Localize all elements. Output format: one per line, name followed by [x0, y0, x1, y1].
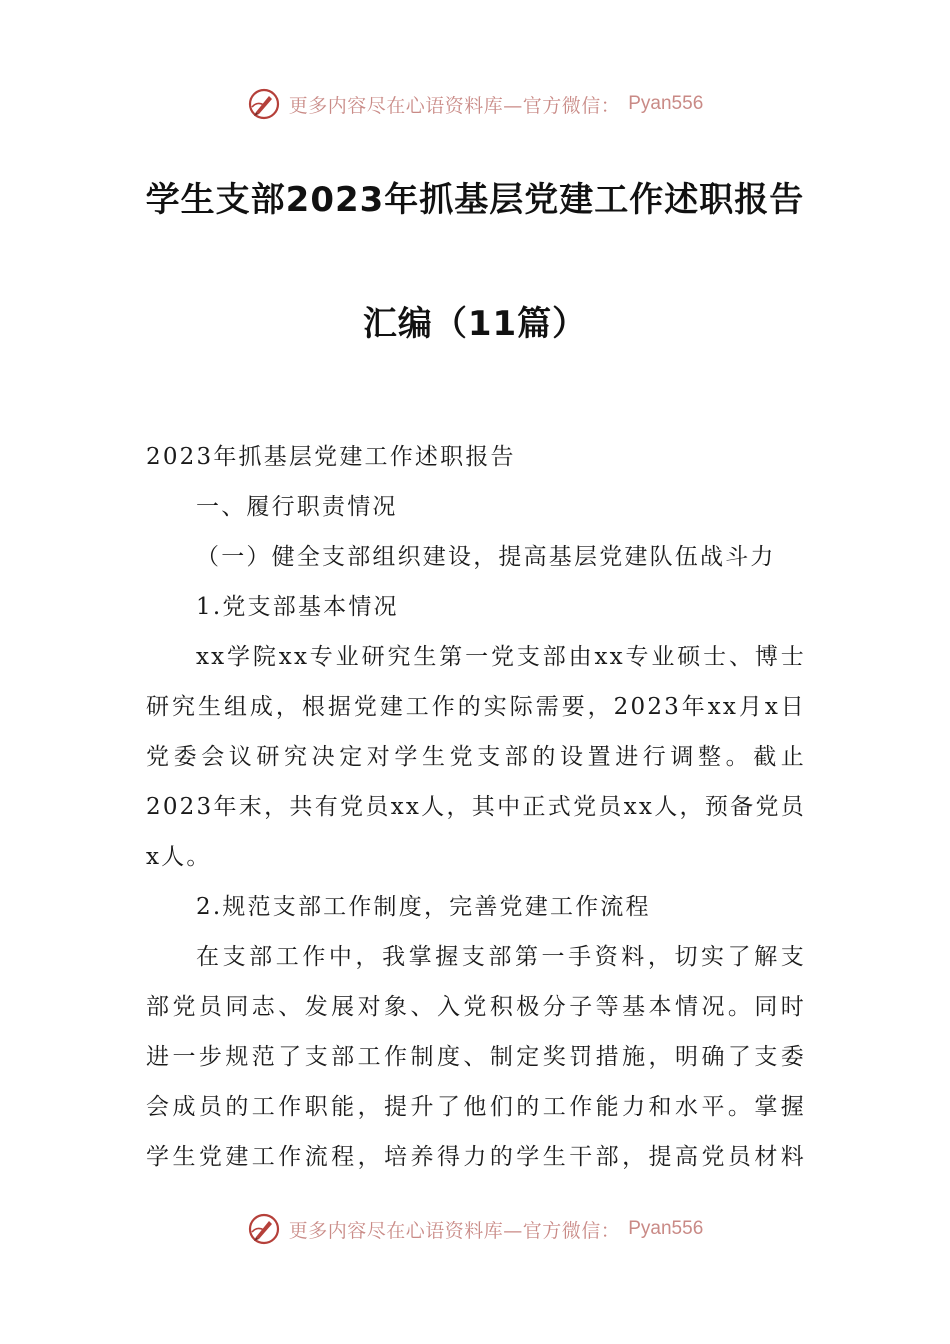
watermark-wechat-id: Pyan556 — [628, 1218, 704, 1239]
paragraph-line: 在支部工作中，我掌握支部第一手资料，切实了解支 — [196, 944, 806, 970]
pen-circle-logo-icon — [247, 87, 281, 121]
document-title-line-2: 汇编（11篇） — [362, 304, 588, 344]
document-title-line-1: 学生支部2023年抓基层党建工作述职报告 — [145, 180, 805, 220]
heading-level-1: 一、履行职责情况 — [196, 494, 398, 520]
paragraph-line: 研究生组成，根据党建工作的实际需要，2023年xx月x日 — [146, 694, 806, 720]
pen-circle-logo-icon — [247, 1212, 281, 1246]
paragraph-line: 会成员的工作职能，提升了他们的工作能力和水平。掌握 — [146, 1094, 806, 1120]
watermark-text: 更多内容尽在心语资料库—官方微信： — [288, 1219, 621, 1242]
paragraph-line: 学生党建工作流程，培养得力的学生干部，提高党员材料 — [146, 1144, 806, 1170]
footer-watermark — [0, 1207, 950, 1251]
paragraph-line: 2023年末，共有党员xx人，其中正式党员xx人，预备党员 — [146, 794, 806, 820]
paragraph-line: x人。 — [146, 844, 212, 870]
document-body — [146, 432, 806, 1182]
paragraph-line: 部党员同志、发展对象、入党积极分子等基本情况。同时 — [146, 994, 806, 1020]
paragraph-line: xx学院xx专业研究生第一党支部由xx专业硕士、博士 — [196, 644, 806, 670]
watermark-text: 更多内容尽在心语资料库—官方微信： — [288, 94, 621, 117]
watermark-wechat-id: Pyan556 — [628, 93, 704, 114]
header-watermark — [0, 82, 950, 126]
heading-level-2: （一）健全支部组织建设，提高基层党建队伍战斗力 — [196, 544, 776, 570]
section-heading: 2023年抓基层党建工作述职报告 — [146, 444, 516, 470]
paragraph-line: 党委会议研究决定对学生党支部的设置进行调整。截止 — [146, 744, 806, 770]
paragraph-line: 进一步规范了支部工作制度、制定奖罚措施，明确了支委 — [146, 1044, 806, 1070]
heading-level-3: 2.规范支部工作制度，完善党建工作流程 — [196, 894, 651, 920]
heading-level-3: 1.党支部基本情况 — [196, 594, 399, 620]
